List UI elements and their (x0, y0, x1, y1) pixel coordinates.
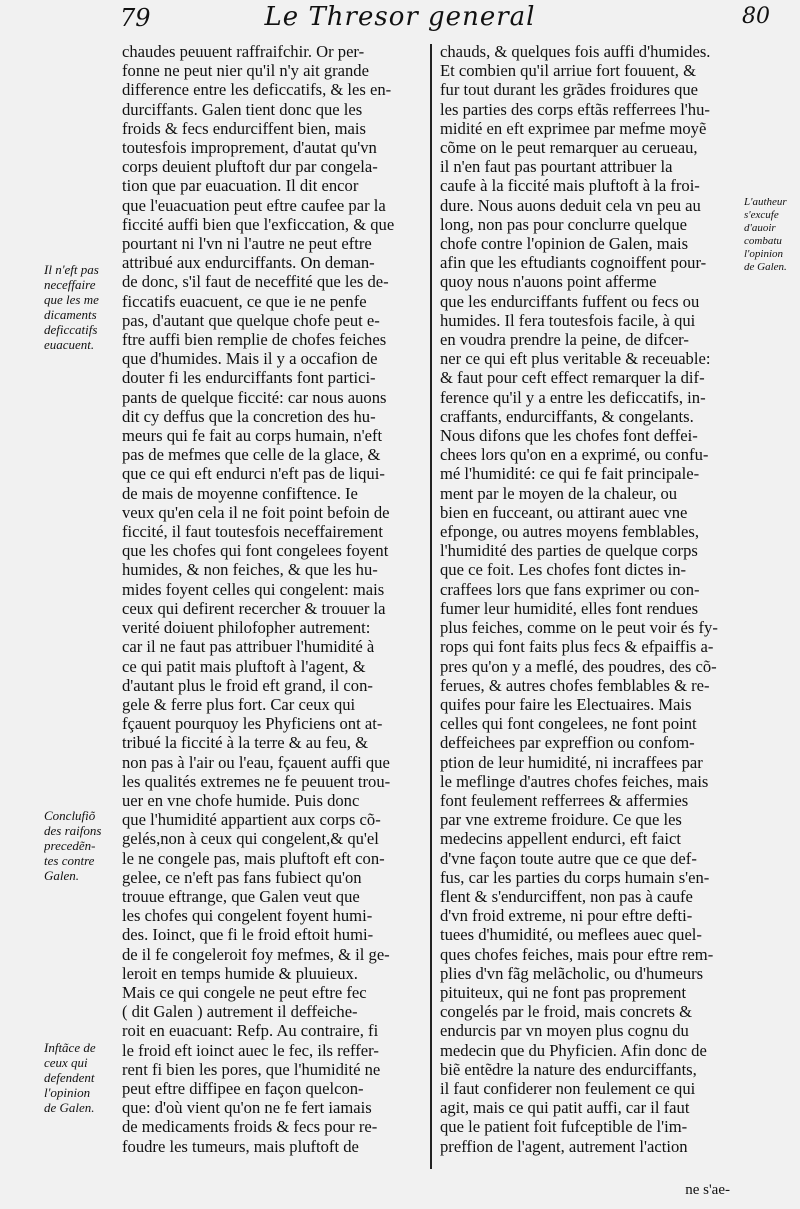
text-line: ( dit Galen ) autrement il deffeiche- (122, 1002, 358, 1022)
text-line: dure. Nous auons deduit cela vn peu au (440, 195, 701, 215)
text-line: chofe contre l'opinion de Galen, mais (440, 234, 689, 254)
text-line: pres qu'on y a meflé, des poudres, des cõ- (440, 656, 717, 676)
text-line: ner ce qui eft plus veritable & receuable: (440, 349, 711, 369)
text-line: que l'humidité appartient aux corps cõ- (122, 810, 381, 830)
text-line: leroit en temps humide & pluuieux. (122, 963, 358, 983)
text-line: font feulement refferrees & affermies (440, 790, 689, 810)
text-line: afin que les eftudiants cognoiffent pour- (440, 253, 707, 273)
text-line: foudre les tumeurs, mais pluftoft de (122, 1136, 359, 1156)
margin-line: de Galen. (744, 261, 787, 273)
text-line: tuees d'humidité, ou meflees auec quel- (440, 925, 702, 945)
text-line: l'humidité des parties de quelque corps (440, 541, 698, 561)
margin-line: de Galen. (44, 1100, 95, 1115)
text-line: ficcité, il faut toutesfois neceffairement (122, 522, 383, 542)
margin-line: precedẽn- (44, 838, 96, 853)
text-line: pants de quelque ficcité: car nous auons (122, 387, 387, 407)
text-line: le meflinge d'autres chofes feiches, mais (440, 771, 709, 791)
text-line: fçauent pourquoy les Phyficiens ont at- (122, 714, 383, 734)
text-line: roit en euacuant: Refp. Au contraire, fi (122, 1021, 379, 1041)
column-divider (430, 44, 432, 1169)
text-line: uer en vne chofe humide. Puis donc (122, 790, 360, 810)
text-line: ption de leur humidité, ni incraffees par (440, 752, 703, 772)
text-line: gele & ferre plus fort. Car ceux qui (122, 694, 356, 714)
page-header (0, 0, 800, 40)
catchword: ne s'ae- (685, 1182, 730, 1198)
text-line: craffees lors que fans exprimer ou con- (440, 579, 700, 599)
text-line: d'vne façon toute autre que ce que def- (440, 848, 697, 868)
text-line: plies d'vn fãg melãcholic, ou d'humeurs (440, 963, 704, 983)
text-line: non pas à l'air ou l'eau, fçauent auffi que (122, 752, 390, 772)
text-line: fus, car les parties du corps humain s'en- (440, 867, 710, 887)
text-line: que les chofes qui font congelees foyent (122, 541, 389, 561)
text-line: chaudes peuuent raffraifchir. Or per- (122, 42, 365, 61)
margin-line: s'excufe (744, 209, 779, 221)
right-text-column (440, 42, 740, 1185)
text-line: il n'en faut pas pourtant attribuer la (440, 157, 673, 177)
text-line: le ne congele pas, mais pluftoft eft con- (122, 848, 385, 868)
margin-line: euacuent. (44, 337, 95, 352)
text-line: que ce foit. Les chofes font dictes in- (440, 560, 687, 580)
text-line: medecin que du Phyficien. Afin donc de (440, 1040, 707, 1060)
text-line: congelés par le froid, mais concrets & (440, 1002, 693, 1022)
text-line: chees lors qu'on en a exprimé, ou confu- (440, 445, 709, 465)
text-line: preffion de l'agent, autrement l'action (440, 1136, 688, 1156)
text-line: fonne ne peut nier qu'il n'y ait grande (122, 61, 369, 81)
text-line: que le patient foit fufceptible de l'im- (440, 1117, 688, 1137)
folio-left: 79 (120, 4, 151, 32)
text-line: ftre auffi bien remplie de chofes feiches (122, 330, 387, 350)
text-line: plus feiches, comme on le peut voir és fy- (440, 618, 718, 638)
margin-line: l'opinion (44, 1085, 91, 1100)
text-line: les chofes qui congelent foyent humi- (122, 906, 373, 926)
text-line: toutesfois improprement, d'autat qu'vn (122, 138, 377, 158)
text-line: les parties des corps eftãs refferrees l'hu- (440, 99, 710, 119)
margin-line: defendent (44, 1070, 95, 1085)
running-title: Le Thresor general (264, 2, 536, 32)
text-line: de medicaments froids & fecs pour re- (122, 1117, 378, 1137)
margin-line: dicaments (44, 307, 97, 322)
text-line: que les endurciffants fuffent ou fecs ou (440, 291, 700, 311)
margin-note-left-2 (44, 808, 124, 883)
margin-line: l'opinion (744, 248, 784, 260)
text-line: des. Ioinct, que fi le froid eftoit humi- (122, 925, 374, 945)
text-line: long, non pas pour conclurre quelque (440, 214, 687, 234)
text-line: durciffants. Galen tient donc que les (122, 99, 363, 119)
text-line: biẽ entẽdre la nature des endurciffants, (440, 1059, 697, 1079)
margin-line: d'auoir (744, 222, 776, 234)
text-line: ficcité auffi bien que l'exficcation, & que (122, 214, 395, 234)
text-line: ment par le moyen de la chaleur, ou (440, 483, 678, 503)
text-line: efponge, ou autres moyens femblables, (440, 522, 699, 542)
text-line: par vne extreme froidure. Ce que les (440, 810, 682, 830)
text-line: bien en fucceant, ou attirant auec vne (440, 502, 688, 522)
text-line: dit cy deffus que la concretion des hu- (122, 406, 376, 426)
text-line: pourtant ni l'vn ni l'autre ne peut eftre (122, 234, 372, 254)
text-line: d'autant plus le froid eft grand, il con- (122, 675, 373, 695)
text-line: froids & fecs endurciffent bien, mais (122, 118, 366, 138)
text-line: le froid eft ioinct auec le fec, ils reffer- (122, 1040, 379, 1060)
text-line: flent & s'endurciffent, non pas à caufe (440, 886, 693, 906)
text-line: humides, & non feiches, & que les hu- (122, 560, 378, 580)
text-line: ference qu'il y a entre les deficcatifs, in- (440, 387, 706, 407)
text-line: trouue eftrange, que Galen veut que (122, 886, 360, 906)
margin-line: tes contre (44, 853, 95, 868)
text-line: de mais de moyenne confiftence. Ie (122, 483, 358, 503)
margin-line: Il n'eft pas (44, 262, 99, 277)
text-line: pas, d'autant que quelque chofe peut e- (122, 310, 380, 330)
text-line: meurs qui fe fait au corps humain, n'eft (122, 426, 383, 446)
text-line: medecins appellent endurci, eft faict (440, 829, 681, 849)
text-line: de il fe congeleroit foy mefmes, & il ge- (122, 944, 390, 964)
text-line: Nous difons que les chofes font deffei- (440, 426, 698, 446)
text-line: & faut pour ceft effect remarquer la dif- (440, 368, 705, 388)
text-line: endurcis par vn moyen plus cognu du (440, 1021, 689, 1041)
text-line: ficcatifs euacuent, ce que ie ne penfe (122, 291, 367, 311)
margin-line: des raifons (44, 823, 102, 838)
text-line: en voudra prendre la peine, de difcer- (440, 330, 689, 350)
text-line: car il ne faut pas attribuer l'humidité à (122, 637, 375, 657)
text-line: rops qui font faits plus fecs & efpaiffis a- (440, 637, 714, 657)
margin-line: deficcatifs (44, 322, 98, 337)
text-line: tribué la ficcité à la terre & au feu, & (122, 733, 369, 753)
text-line: tion que par euacuation. Il dit encor (122, 176, 359, 196)
margin-line: neceffaire (44, 277, 96, 292)
text-line: ferues, & autres chofes femblables & re- (440, 675, 710, 695)
text-line: agit, mais ce qui patit auffi, car il faut (440, 1098, 690, 1118)
text-line: rent fi bien les pores, que l'humidité ne (122, 1059, 381, 1079)
text-line: ceux qui defirent recercher & trouuer la (122, 598, 386, 618)
text-line: ques chofes feiches, mais pour eftre rem- (440, 944, 714, 964)
text-line: d'vn froid extreme, ni pour eftre defti- (440, 906, 693, 926)
text-line: de donc, s'il faut de neceffité que les de- (122, 272, 389, 292)
margin-note-left-3 (44, 1040, 124, 1115)
text-line: veux qu'en cela il ne foit point befoin de (122, 502, 390, 522)
text-line: peut eftre diffipee en façon quelcon- (122, 1078, 364, 1098)
text-line: mides foyent celles qui congelent: mais (122, 579, 385, 599)
margin-note-left-1 (44, 262, 124, 352)
text-line: il faut confiderer non feulement ce qui (440, 1078, 696, 1098)
text-line: craffants, endurciffants, & congelants. (440, 406, 694, 426)
text-line: ce qui patit mais pluftoft à l'agent, & (122, 656, 366, 676)
text-line: que: d'où vient qu'on ne fe fert iamais (122, 1098, 372, 1118)
text-line: gelee, ce n'eft pas fans fubiect qu'on (122, 867, 362, 887)
text-line: corps deuient pluftoft dur par congela- (122, 157, 378, 177)
text-line: verité doiuent philofopher autrement: (122, 618, 371, 638)
text-line: deffeichees par expreffion ou confom- (440, 733, 695, 753)
text-line: que l'euacuation peut eftre caufee par la (122, 195, 386, 215)
text-line: caufe à la ficcité mais pluftoft à la froi- (440, 176, 700, 196)
margin-line: que les me (44, 292, 99, 307)
margin-line: combatu (744, 235, 782, 247)
margin-note-right-1 (744, 196, 800, 274)
text-line: fumer leur humidité, elles font rendues (440, 598, 699, 618)
margin-line: L'autheur (744, 196, 787, 208)
left-text-column (122, 42, 422, 1185)
text-line: que d'humides. Mais il y a occafion de (122, 349, 378, 369)
text-line: Et combien qu'il arriue fort fouuent, & (440, 61, 696, 81)
text-line: Mais ce qui congele ne peut eftre fec (122, 982, 367, 1002)
text-line: celles qui font congelees, ne font point (440, 714, 697, 734)
text-line: attribué aux endurciffants. On deman- (122, 253, 375, 273)
text-line: pas de mefmes que celle de la glace, & (122, 445, 381, 465)
margin-line: Conclufiõ (44, 808, 96, 823)
margin-line: Galen. (44, 868, 80, 883)
text-line: humides. Il fera toutesfois facile, à qui (440, 310, 696, 330)
text-line: les qualités extremes ne fe peuuent trou- (122, 771, 391, 791)
text-line: quoy nous n'auons point afferme (440, 272, 657, 292)
text-line: douter fi les endurciffants font partici- (122, 368, 376, 388)
text-line: difference entre les deficcatifs, & les en- (122, 80, 392, 100)
text-line: fur tout durant les grãdes froidures que (440, 80, 699, 100)
text-line: que ce qui eft endurci n'eft pas de liqui- (122, 464, 385, 484)
text-line: cõme on le peut remarquer au cerueau, (440, 138, 698, 158)
text-line: chauds, & quelques fois auffi d'humides. (440, 42, 711, 61)
text-line: mé l'humidité: ce qui fe fait principale- (440, 464, 700, 484)
text-line: pituiteux, qui ne font pas proprement (440, 982, 687, 1002)
folio-right: 80 (742, 4, 770, 29)
margin-line: Inftãce de (44, 1040, 96, 1055)
text-line: gelés,non à ceux qui congelent,& qu'el (122, 829, 379, 849)
margin-line: ceux qui (44, 1055, 88, 1070)
text-line: midité en eft exprimee par mefme moyẽ (440, 118, 707, 138)
text-line: quifes pour faire les Electuaires. Mais (440, 694, 692, 714)
